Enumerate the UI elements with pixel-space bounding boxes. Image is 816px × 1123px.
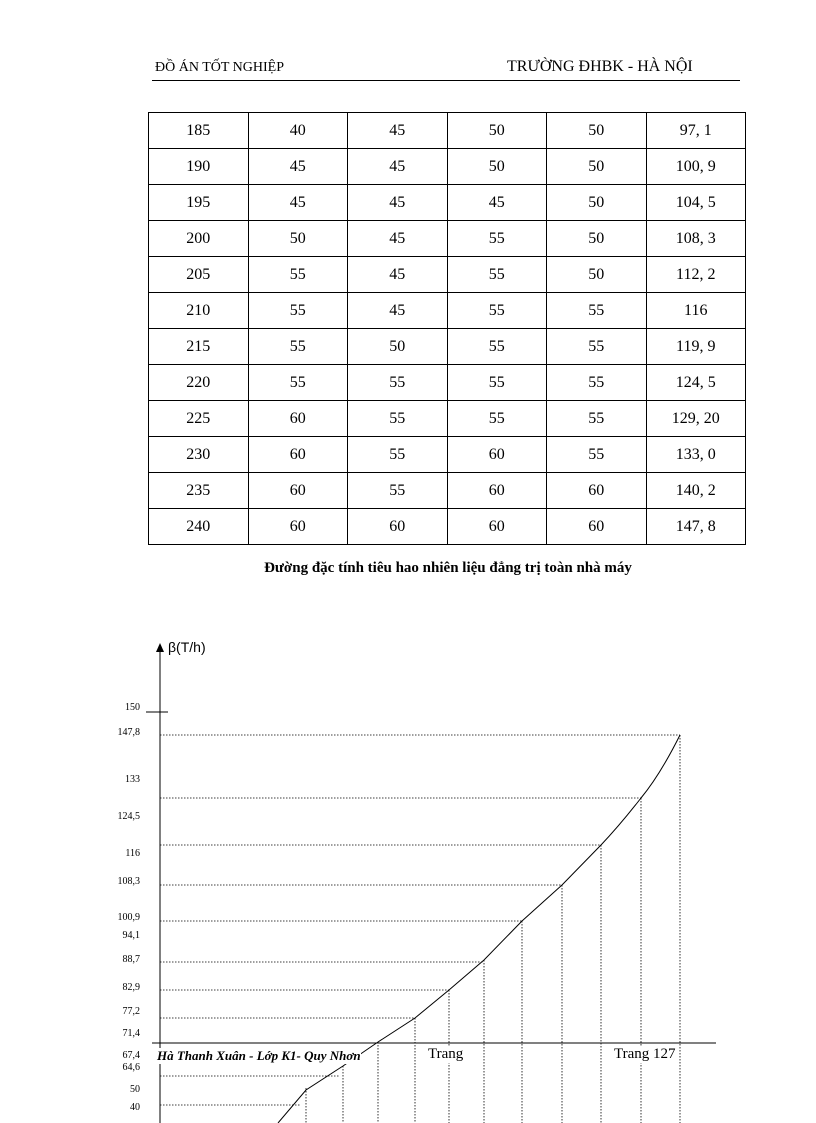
table-cell: 104, 5: [646, 185, 746, 221]
table-cell: 55: [348, 365, 448, 401]
table-cell: 60: [547, 473, 647, 509]
table-cell: 129, 20: [646, 401, 746, 437]
table-cell: 50: [547, 113, 647, 149]
table-cell: 220: [149, 365, 249, 401]
table-cell: 60: [447, 437, 547, 473]
table-cell: 45: [447, 185, 547, 221]
table-cell: 50: [547, 149, 647, 185]
table-cell: 55: [248, 257, 348, 293]
y-axis-label: β(T/h): [168, 639, 206, 655]
table-cell: 215: [149, 329, 249, 365]
table-cell: 55: [348, 401, 448, 437]
table-cell: 210: [149, 293, 249, 329]
table-cell: 50: [348, 329, 448, 365]
y-tick-label: 108,3: [117, 876, 140, 887]
table-cell: 112, 2: [646, 257, 746, 293]
table-cell: 195: [149, 185, 249, 221]
table-cell: 124, 5: [646, 365, 746, 401]
table-cell: 55: [547, 329, 647, 365]
table-cell: 60: [248, 401, 348, 437]
table-cell: 60: [447, 509, 547, 545]
table-cell: 60: [248, 473, 348, 509]
table-cell: 55: [248, 293, 348, 329]
table-cell: 50: [547, 257, 647, 293]
y-tick-label: 67,4: [122, 1050, 140, 1061]
table-cell: 55: [447, 293, 547, 329]
table-cell: 45: [248, 149, 348, 185]
table-cell: 50: [547, 221, 647, 257]
table-cell: 50: [248, 221, 348, 257]
table-cell: 147, 8: [646, 509, 746, 545]
table-cell: 60: [348, 509, 448, 545]
table-cell: 140, 2: [646, 473, 746, 509]
table-cell: 45: [348, 149, 448, 185]
table-cell: 55: [447, 365, 547, 401]
table-cell: 60: [248, 437, 348, 473]
y-tick-label: 50: [130, 1084, 140, 1095]
table-cell: 45: [348, 257, 448, 293]
table-cell: 45: [348, 113, 448, 149]
y-tick-label: 100,9: [117, 912, 140, 923]
table-cell: 119, 9: [646, 329, 746, 365]
y-tick-label: 133: [125, 774, 140, 785]
table-cell: 205: [149, 257, 249, 293]
table-cell: 55: [447, 329, 547, 365]
footer-author: Hà Thanh Xuân - Lớp K1- Quy Nhơn: [157, 1048, 361, 1063]
table-cell: 55: [547, 365, 647, 401]
y-tick-label: 88,7: [122, 954, 140, 965]
table-cell: 45: [348, 221, 448, 257]
y-tick-label: 116: [125, 848, 140, 859]
table-cell: 55: [447, 257, 547, 293]
table-cell: 240: [149, 509, 249, 545]
table-cell: 40: [248, 113, 348, 149]
header-left-title: ĐỒ ÁN TỐT NGHIỆP: [155, 60, 284, 75]
table-cell: 55: [447, 401, 547, 437]
table-cell: 60: [447, 473, 547, 509]
table-cell: 200: [149, 221, 249, 257]
y-tick-label: 124,5: [117, 811, 140, 822]
y-tick-label: 94,1: [122, 930, 140, 941]
table-cell: 55: [547, 293, 647, 329]
table-cell: 55: [348, 437, 448, 473]
footer-trang-label: Trang: [428, 1046, 464, 1062]
chart-caption: Đường đặc tính tiêu hao nhiên liệu đẳng trị toàn nhà máy: [264, 560, 632, 576]
table-cell: 45: [348, 185, 448, 221]
table-cell: 133, 0: [646, 437, 746, 473]
y-tick-label: 77,2: [122, 1006, 140, 1017]
table-cell: 55: [248, 329, 348, 365]
table-cell: 190: [149, 149, 249, 185]
y-tick-label: 40: [130, 1102, 140, 1113]
y-tick-label: 71,4: [122, 1028, 140, 1039]
table-cell: 55: [447, 221, 547, 257]
footer-page-number: Trang 127: [614, 1046, 676, 1062]
table-cell: 60: [547, 509, 647, 545]
fuel-consumption-curve: [278, 735, 680, 1123]
table-cell: 55: [348, 473, 448, 509]
y-axis-arrow: [156, 643, 164, 652]
table-cell: 108, 3: [646, 221, 746, 257]
table-cell: 55: [248, 365, 348, 401]
y-tick-label: 147,8: [117, 727, 140, 738]
table-cell: 100, 9: [646, 149, 746, 185]
y-tick-label: 82,9: [122, 982, 140, 993]
table-cell: 230: [149, 437, 249, 473]
header-right-title: TRƯỜNG ĐHBK - HÀ NỘI: [507, 58, 693, 75]
table-cell: 60: [248, 509, 348, 545]
table-cell: 55: [547, 437, 647, 473]
table-cell: 235: [149, 473, 249, 509]
table-cell: 55: [547, 401, 647, 437]
table-cell: 50: [447, 113, 547, 149]
table-cell: 50: [547, 185, 647, 221]
y-tick-label: 150: [125, 702, 140, 713]
table-cell: 116: [646, 293, 746, 329]
table-cell: 225: [149, 401, 249, 437]
table-cell: 50: [447, 149, 547, 185]
y-tick-label: 64,6: [122, 1062, 140, 1073]
table-cell: 45: [248, 185, 348, 221]
table-cell: 97, 1: [646, 113, 746, 149]
table-cell: 185: [149, 113, 249, 149]
table-cell: 45: [348, 293, 448, 329]
